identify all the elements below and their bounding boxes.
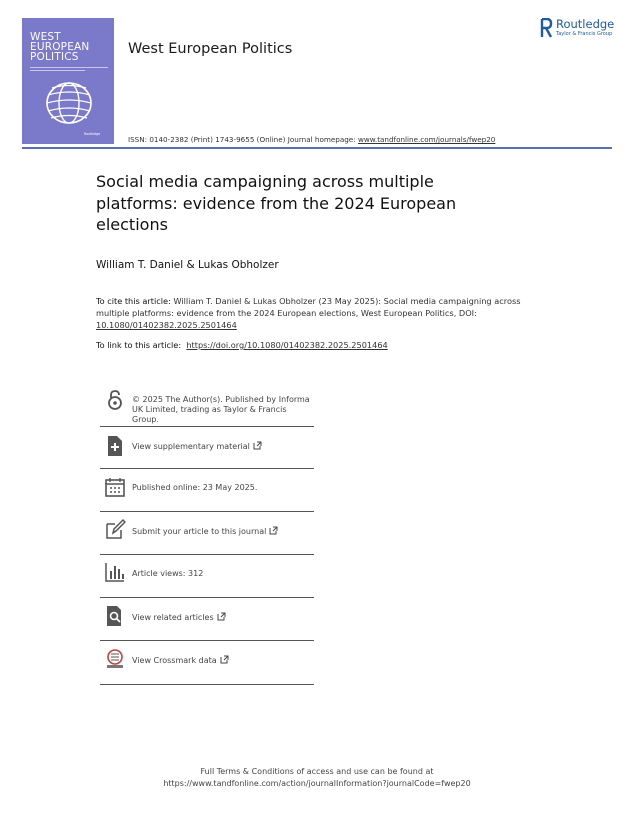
external-link-icon xyxy=(220,655,229,664)
cover-title-line: WEST xyxy=(30,31,61,43)
related-row[interactable] xyxy=(100,598,314,641)
issn-text: ISSN: 0140-2382 (Print) 1743-9655 (Online) Journal homepage: xyxy=(128,135,358,144)
link-label: To link to this article: xyxy=(96,340,182,350)
doi-link[interactable]: 10.1080/01402382.2025.2501464 xyxy=(96,320,237,330)
article-views: Article views: 312 xyxy=(132,569,204,578)
header-divider xyxy=(22,147,612,149)
submit-label: Submit your article to this journal xyxy=(132,527,267,536)
publisher-tagline: Taylor & Francis Group xyxy=(556,31,613,37)
crossmark-label: View Crossmark data xyxy=(132,656,217,665)
submit-link[interactable] xyxy=(132,526,314,537)
external-link-icon xyxy=(217,612,226,621)
crossmark-icon xyxy=(104,648,126,670)
bar-chart-icon xyxy=(104,561,126,583)
cite-text: William T. Daniel & Lukas Obholzer (23 May 2025): Social media campaigning across multiple platforms: evidence from the 2024 European elections, West European Politics, DOI: xyxy=(96,296,521,318)
supplementary-row[interactable] xyxy=(100,427,314,469)
article-url-link[interactable]: https://doi.org/10.1080/01402382.2025.2501464 xyxy=(186,340,388,350)
supplementary-link[interactable] xyxy=(132,441,314,452)
open-access-row xyxy=(100,384,314,427)
article-title: Social media campaigning across multiple platforms: evidence from the 2024 European elections xyxy=(96,172,457,234)
cover-title-line: POLITICS xyxy=(30,51,79,63)
calendar-icon xyxy=(104,476,126,498)
external-link-icon xyxy=(253,441,262,450)
document-search-icon xyxy=(104,605,126,627)
article-link xyxy=(96,339,521,351)
routledge-logo-icon xyxy=(540,18,553,38)
submit-row[interactable] xyxy=(100,512,314,555)
journal-homepage-link[interactable]: www.tandfonline.com/journals/fwep20 xyxy=(357,135,496,144)
cover-title-line: EUROPEAN xyxy=(30,41,90,53)
related-link[interactable] xyxy=(132,612,314,623)
document-plus-icon xyxy=(104,435,126,457)
authors: William T. Daniel & Lukas Obholzer xyxy=(96,259,279,271)
crossmark-link[interactable] xyxy=(132,655,314,666)
issn-line xyxy=(128,135,495,144)
related-label: View related articles xyxy=(132,613,214,622)
edit-icon xyxy=(104,518,126,540)
cite-label: To cite this article: xyxy=(96,296,171,306)
supplementary-label: View supplementary material xyxy=(132,442,250,451)
publisher-logo[interactable] xyxy=(540,16,620,40)
footer xyxy=(0,766,634,790)
footer-terms: Full Terms & Conditions of access and use can be found at xyxy=(200,767,434,776)
globe-icon xyxy=(44,80,94,126)
published-date: Published online: 23 May 2025. xyxy=(132,483,258,492)
journal-name[interactable]: West European Politics xyxy=(128,41,293,57)
published-row xyxy=(100,469,314,512)
open-access-icon xyxy=(104,389,126,411)
citation xyxy=(96,295,521,331)
cover-publisher: Routledge xyxy=(84,132,101,136)
cover-title xyxy=(30,32,112,62)
open-access-text: © 2025 The Author(s). Published by Informa UK Limited, trading as Taylor & Francis Group. xyxy=(132,395,310,424)
journal-cover xyxy=(22,18,114,144)
cover-subtitle-lines xyxy=(30,65,108,75)
footer-terms-link[interactable]: https://www.tandfonline.com/action/journalInformation?journalCode=fwep20 xyxy=(163,779,471,788)
publisher-logo-text: Routledge xyxy=(556,17,615,31)
crossmark-row[interactable] xyxy=(100,641,314,685)
external-link-icon xyxy=(269,526,278,535)
views-row xyxy=(100,555,314,598)
